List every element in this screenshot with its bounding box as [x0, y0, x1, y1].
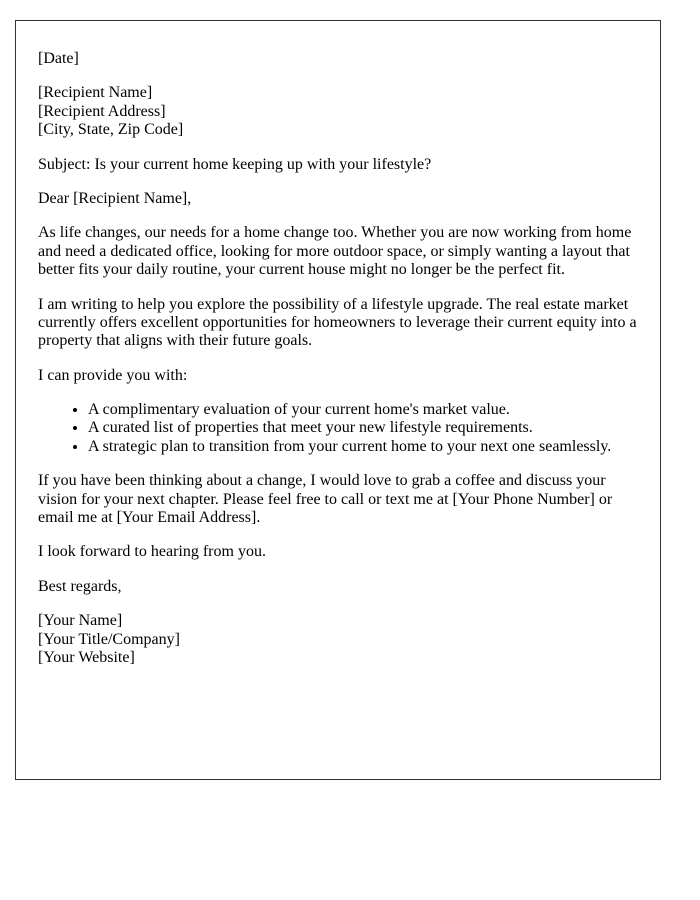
letter-document	[15, 20, 661, 780]
benefits-list	[38, 401, 638, 456]
recipient-city-state-zip: [City, State, Zip Code]	[38, 121, 184, 139]
sign-off: Best regards,	[38, 577, 122, 595]
signature-website: [Your Website]	[38, 648, 135, 666]
signature-block	[38, 612, 638, 667]
date-placeholder: [Date]	[38, 50, 79, 67]
body-paragraph-2: I am writing to help you explore the possibility of a lifestyle upgrade. The real estate market currently offers excellent opportunities for homeowners to leverage their current equity into a property that aligns with their future goals.	[38, 295, 637, 350]
recipient-block	[38, 84, 638, 139]
signature-title-company: [Your Title/Company]	[38, 630, 180, 648]
signature-name: [Your Name]	[38, 612, 123, 630]
list-item: • A strategic plan to transition from your current home to your next one seamlessly.	[88, 438, 638, 456]
recipient-name: [Recipient Name]	[38, 84, 153, 102]
list-item: • A complimentary evaluation of your current home's market value.	[88, 401, 638, 419]
salutation: Dear [Recipient Name],	[38, 189, 192, 207]
subject-line: Subject: Is your current home keeping up with your lifestyle?	[38, 155, 432, 173]
body-paragraph-1: As life changes, our needs for a home change too. Whether you are now working from home and need a dedicated office, looking for more outdoor space, or simply wanting a layout that better fits your daily routine, your current house might no longer be the perfect fit.	[38, 224, 632, 279]
closing-paragraph-1: If you have been thinking about a change, I would love to grab a coffee and discuss your vision for your next chapter. Please feel free to call or text me at [Your Phone Number] or email me at [Your Email Address].	[38, 472, 613, 527]
list-item: • A curated list of properties that meet your new lifestyle requirements.	[88, 419, 638, 437]
recipient-address: [Recipient Address]	[38, 102, 166, 120]
closing-paragraph-2: I look forward to hearing from you.	[38, 543, 266, 561]
body-paragraph-3: I can provide you with:	[38, 366, 188, 384]
